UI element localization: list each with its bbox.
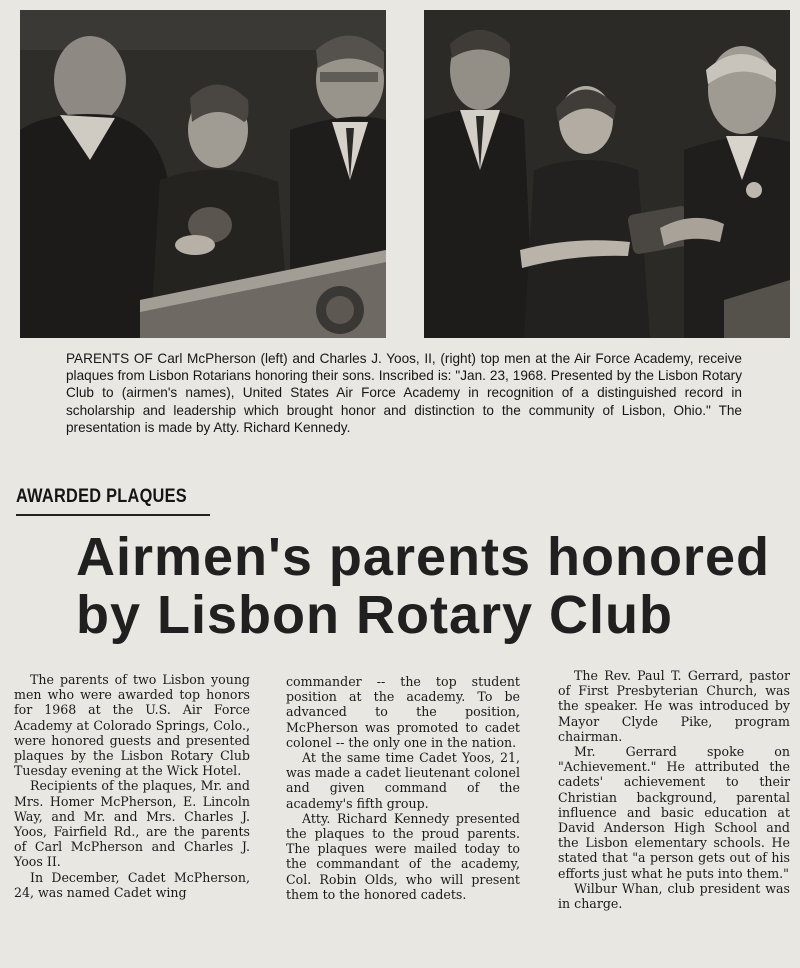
left-photo-illustration [20,10,386,338]
paragraph: Wilbur Whan, club president was in charge. [558,880,790,912]
paragraph: commander -- the top student position at the academy. To be advanced to the position, McPherson was promoted to cadet colonel -- the only one in the nation. [286,674,520,750]
headline-line-2: by Lisbon Rotary Club [76,585,674,645]
article-column-1 [14,672,250,900]
paragraph: Mr. Gerrard spoke on "Achievement." He attributed the cadets' achievement to their Christian background, parental influence and basic education at David Anderson High School and the Lisbon elementary schools. He stated that "a person gets out of his efforts just what he puts into them." [558,744,790,881]
paragraph: Recipients of the plaques, Mr. and Mrs. Homer McPherson, E. Lincoln Way, and Mr. and Mrs. Charles J. Yoos, Fairfield Rd., are the parents of Carl McPherson and Charles J. Yoos II. [14,778,250,870]
paragraph: At the same time Cadet Yoos, 21, was made a cadet lieutenant colonel and given command of the academy's fifth group. [286,750,520,811]
article-column-2 [286,674,520,902]
section-kicker: AWARDED PLAQUES [16,486,187,507]
right-photo [424,10,790,338]
article-column-3 [558,668,790,911]
paragraph: In December, Cadet McPherson, 24, was named Cadet wing [14,869,250,900]
paragraph: The parents of two Lisbon young men who were awarded top honors for 1968 at the U.S. Air Force Academy at Colorado Springs, Colo., were honored guests and presented plaques by the Lisbon Rotary Club Tuesday evening at the Wick Hotel. [14,672,250,779]
paragraph: The Rev. Paul T. Gerrard, pastor of First Presbyterian Church, was the speaker. He was introduced by Mayor Clyde Pike, program chairman. [558,668,790,744]
headline [76,528,796,644]
headline-line-1: Airmen's parents honored [76,527,770,587]
right-photo-illustration [424,10,790,338]
paragraph: Atty. Richard Kennedy presented the plaques to the proud parents. The plaques were mailed today to the commandant of the academy, Col. Robin Olds, who will present them to the honored cadets. [286,810,520,902]
photo-caption: PARENTS OF Carl McPherson (left) and Charles J. Yoos, II, (right) top men at the Air Force Academy, receive plaques from Lisbon Rotarians honoring their sons. Inscribed is: "Jan. 23, 1968. Presented by the Lisbon Rotary Club to (airmen's names), United States Air Force Academy in recognition of a distinguished record in scholarship and leadership which brought honor and distinction to the community of Lisbon, Ohio." The presentation is made by Atty. Richard Kennedy. [66,351,742,435]
left-photo [20,10,386,338]
kicker-underline [16,514,210,516]
